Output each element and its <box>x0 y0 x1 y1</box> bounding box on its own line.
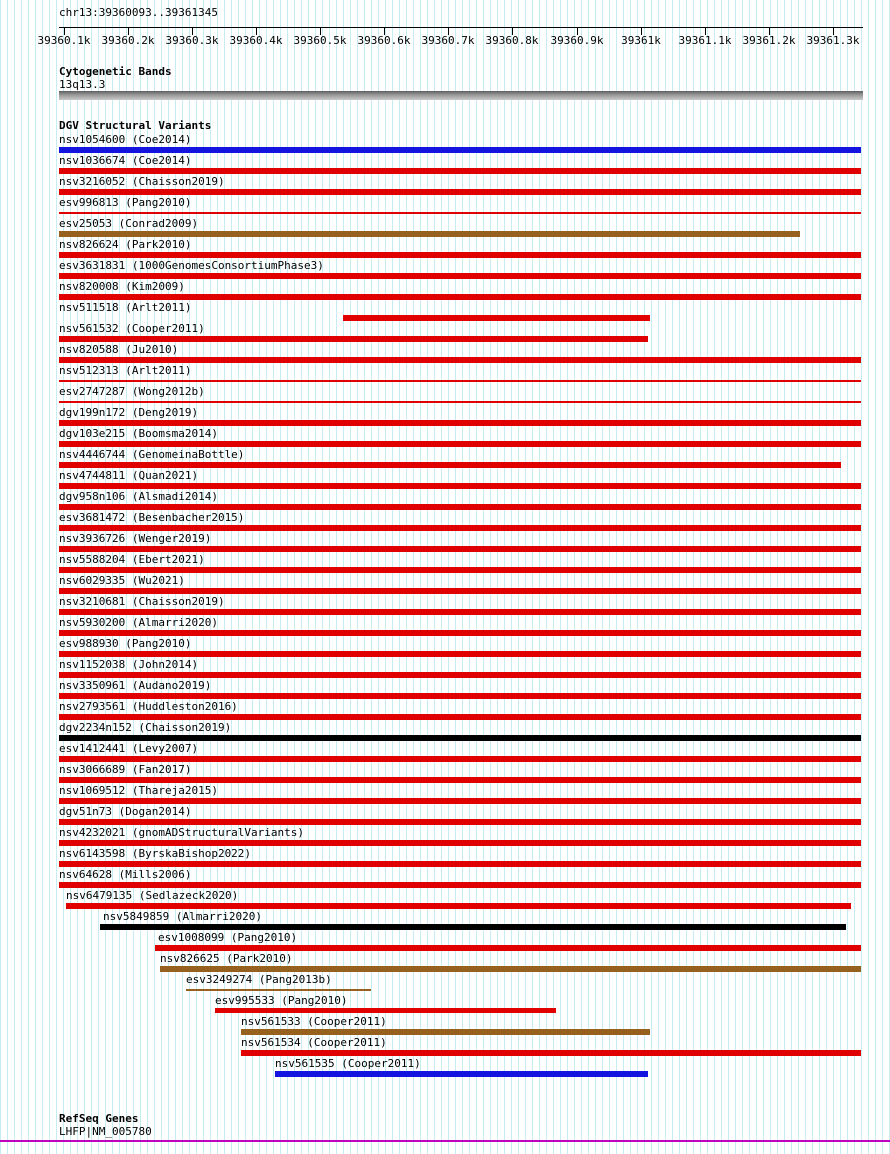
variant-bar[interactable] <box>59 861 861 867</box>
variant-label[interactable]: dgv958n106 (Alsmadi2014) <box>59 490 218 503</box>
gene-label[interactable]: LHFP|NM_005780 <box>59 1125 152 1138</box>
variant-label[interactable]: dgv2234n152 (Chaisson2019) <box>59 721 232 734</box>
variant-label[interactable]: nsv2793561 (Huddleston2016) <box>59 700 238 713</box>
variant-bar[interactable] <box>59 798 861 804</box>
variant-bar[interactable] <box>59 168 861 174</box>
ruler-tick-label: 39361k <box>621 34 661 47</box>
variant-label[interactable]: esv3249274 (Pang2013b) <box>186 973 332 986</box>
variant-label[interactable]: nsv3936726 (Wenger2019) <box>59 532 212 545</box>
variant-bar[interactable] <box>59 714 861 720</box>
variant-label[interactable]: nsv3216052 (Chaisson2019) <box>59 175 225 188</box>
variant-label[interactable]: nsv6479135 (Sedlazeck2020) <box>66 889 239 902</box>
ruler-tick-label: 39360.3k <box>165 34 219 47</box>
variant-label[interactable]: esv1008099 (Pang2010) <box>158 931 298 944</box>
variant-label[interactable]: esv3631831 (1000GenomesConsortiumPhase3) <box>59 259 324 272</box>
variant-row <box>0 974 890 995</box>
variant-row <box>0 512 890 533</box>
variant-row <box>0 617 890 638</box>
variant-row <box>0 680 890 701</box>
variant-row <box>0 1058 890 1079</box>
ruler-tick-label: 39360.6k <box>357 34 411 47</box>
variant-row <box>0 155 890 176</box>
variant-row <box>0 239 890 260</box>
variant-bar[interactable] <box>59 462 841 468</box>
ruler-tick-label: 39360.4k <box>229 34 283 47</box>
variant-row <box>0 848 890 869</box>
variant-bar[interactable] <box>59 630 861 636</box>
variant-label[interactable]: nsv6029335 (Wu2021) <box>59 574 185 587</box>
variant-bar[interactable] <box>59 504 861 510</box>
variant-bar[interactable] <box>59 189 861 195</box>
variant-row <box>0 470 890 491</box>
variant-bar[interactable] <box>59 420 861 426</box>
variant-row <box>0 176 890 197</box>
variant-row <box>0 638 890 659</box>
variant-bar[interactable] <box>59 294 861 300</box>
variant-bar[interactable] <box>59 401 861 403</box>
variant-row <box>0 197 890 218</box>
variant-bar[interactable] <box>59 819 861 825</box>
variant-row <box>0 722 890 743</box>
variant-bar[interactable] <box>59 212 861 214</box>
variant-label[interactable]: nsv561534 (Cooper2011) <box>241 1036 387 1049</box>
variant-label[interactable]: nsv4232021 (gnomADStructuralVariants) <box>59 826 305 839</box>
variant-bar[interactable] <box>59 273 861 279</box>
ruler-tick-label: 39361.3k <box>806 34 860 47</box>
variant-row <box>0 743 890 764</box>
variant-label[interactable]: esv995533 (Pang2010) <box>215 994 348 1007</box>
variant-label[interactable]: nsv5930200 (Almarri2020) <box>59 616 218 629</box>
ruler-tick-label: 39360.1k <box>37 34 91 47</box>
variant-bar[interactable] <box>59 609 861 615</box>
variant-label[interactable]: nsv3210681 (Chaisson2019) <box>59 595 225 608</box>
variant-bar[interactable] <box>59 840 861 846</box>
variant-row <box>0 659 890 680</box>
variant-label[interactable]: nsv1054600 (Coe2014) <box>59 133 192 146</box>
variant-row <box>0 1037 890 1058</box>
variant-row <box>0 407 890 428</box>
variant-label[interactable]: nsv512313 (Arlt2011) <box>59 364 192 377</box>
variant-row <box>0 575 890 596</box>
variant-label[interactable]: nsv4744811 (Quan2021) <box>59 469 199 482</box>
variant-bar[interactable] <box>59 252 861 258</box>
variant-row <box>0 323 890 344</box>
variant-bar[interactable] <box>59 756 861 762</box>
ruler-tick-label: 39360.5k <box>293 34 347 47</box>
variant-bar[interactable] <box>59 672 861 678</box>
variant-label[interactable]: esv996813 (Pang2010) <box>59 196 192 209</box>
variant-row <box>0 995 890 1016</box>
variant-bar[interactable] <box>275 1071 648 1077</box>
variant-label[interactable]: nsv6143598 (ByrskaBishop2022) <box>59 847 252 860</box>
variant-bar[interactable] <box>59 336 648 342</box>
variant-bar[interactable] <box>66 903 851 909</box>
variant-bar[interactable] <box>343 315 650 321</box>
variant-bar[interactable] <box>59 357 861 363</box>
variant-label[interactable]: nsv5588204 (Ebert2021) <box>59 553 205 566</box>
variant-bar[interactable] <box>215 1008 556 1013</box>
ruler-tick-label: 39360.8k <box>485 34 539 47</box>
variant-bar[interactable] <box>59 483 861 489</box>
variant-row <box>0 260 890 281</box>
variant-label[interactable]: nsv64628 (Mills2006) <box>59 868 192 881</box>
variant-row <box>0 449 890 470</box>
variant-bar[interactable] <box>59 693 861 699</box>
variant-row <box>0 344 890 365</box>
variant-row <box>0 491 890 512</box>
cytobands-title: Cytogenetic Bands <box>59 65 172 78</box>
variant-bar[interactable] <box>186 989 371 991</box>
variant-label[interactable]: nsv826624 (Park2010) <box>59 238 192 251</box>
variant-label[interactable]: nsv511518 (Arlt2011) <box>59 301 192 314</box>
variant-label[interactable]: esv3681472 (Besenbacher2015) <box>59 511 245 524</box>
variant-label[interactable]: dgv51n73 (Dogan2014) <box>59 805 192 818</box>
variant-label[interactable]: esv1412441 (Levy2007) <box>59 742 199 755</box>
variant-label[interactable]: esv2747287 (Wong2012b) <box>59 385 205 398</box>
variant-row <box>0 596 890 617</box>
variant-bar[interactable] <box>155 945 861 951</box>
variant-row <box>0 218 890 239</box>
variant-label[interactable]: nsv1036674 (Coe2014) <box>59 154 192 167</box>
position-text: chr13:39360093..39361345 <box>59 6 218 19</box>
variant-bar[interactable] <box>59 735 861 741</box>
variant-label[interactable]: nsv826625 (Park2010) <box>160 952 293 965</box>
variant-row <box>0 281 890 302</box>
variant-bar[interactable] <box>59 777 861 783</box>
variant-label[interactable]: nsv561532 (Cooper2011) <box>59 322 205 335</box>
variant-row <box>0 953 890 974</box>
cytoband-bar <box>59 91 863 100</box>
cytoband-label: 13q13.3 <box>59 78 106 91</box>
variant-row <box>0 134 890 155</box>
ruler-tick-label: 39361.1k <box>678 34 732 47</box>
variant-bar[interactable] <box>100 924 846 930</box>
variant-row <box>0 428 890 449</box>
variant-label[interactable]: nsv820008 (Kim2009) <box>59 280 185 293</box>
variant-row <box>0 869 890 890</box>
variant-label[interactable]: nsv3350961 (Audano2019) <box>59 679 212 692</box>
variant-label[interactable]: nsv1069512 (Thareja2015) <box>59 784 218 797</box>
variant-bar[interactable] <box>59 231 800 237</box>
variant-label[interactable]: nsv561533 (Cooper2011) <box>241 1015 387 1028</box>
variant-bar[interactable] <box>59 546 861 552</box>
variant-bar[interactable] <box>241 1050 861 1056</box>
variant-label[interactable]: nsv561535 (Cooper2011) <box>275 1057 421 1070</box>
variant-row <box>0 1016 890 1037</box>
variant-bar[interactable] <box>59 588 861 594</box>
variant-row <box>0 386 890 407</box>
ruler-tick-label: 39361.2k <box>742 34 796 47</box>
variant-label[interactable]: nsv5849859 (Almarri2020) <box>103 910 262 923</box>
variant-row <box>0 911 890 932</box>
variant-bar[interactable] <box>241 1029 650 1035</box>
variant-label[interactable]: nsv820588 (Ju2010) <box>59 343 179 356</box>
variant-label[interactable]: esv25053 (Conrad2009) <box>59 217 199 230</box>
refseq-title: RefSeq Genes <box>59 1112 139 1125</box>
variant-bar[interactable] <box>59 380 861 382</box>
variant-label[interactable]: dgv103e215 (Boomsma2014) <box>59 427 218 440</box>
variant-row <box>0 554 890 575</box>
variant-bar[interactable] <box>59 882 861 888</box>
variant-bar[interactable] <box>160 966 861 972</box>
variant-row <box>0 764 890 785</box>
variant-label[interactable]: nsv1152038 (John2014) <box>59 658 199 671</box>
variant-bar[interactable] <box>59 441 861 447</box>
variant-row <box>0 533 890 554</box>
variant-list <box>0 134 890 1079</box>
variant-label[interactable]: dgv199n172 (Deng2019) <box>59 406 199 419</box>
variant-label[interactable]: nsv3066689 (Fan2017) <box>59 763 192 776</box>
variant-row <box>0 785 890 806</box>
variant-row <box>0 932 890 953</box>
variant-row <box>0 302 890 323</box>
ruler-line <box>59 27 863 28</box>
variant-bar[interactable] <box>59 651 861 657</box>
variant-bar[interactable] <box>59 567 861 573</box>
variant-row <box>0 890 890 911</box>
variant-bar[interactable] <box>59 525 861 531</box>
gene-line[interactable] <box>0 1140 890 1142</box>
ruler-tick-label: 39360.9k <box>550 34 604 47</box>
variant-row <box>0 365 890 386</box>
variant-row <box>0 827 890 848</box>
variant-label[interactable]: esv988930 (Pang2010) <box>59 637 192 650</box>
variant-row <box>0 701 890 722</box>
ruler-tick-label: 39360.7k <box>421 34 475 47</box>
variant-bar[interactable] <box>59 147 861 153</box>
ruler-tick-label: 39360.2k <box>101 34 155 47</box>
variant-row <box>0 806 890 827</box>
variant-label[interactable]: nsv4446744 (GenomeinaBottle) <box>59 448 245 461</box>
dgv-title: DGV Structural Variants <box>59 119 212 132</box>
